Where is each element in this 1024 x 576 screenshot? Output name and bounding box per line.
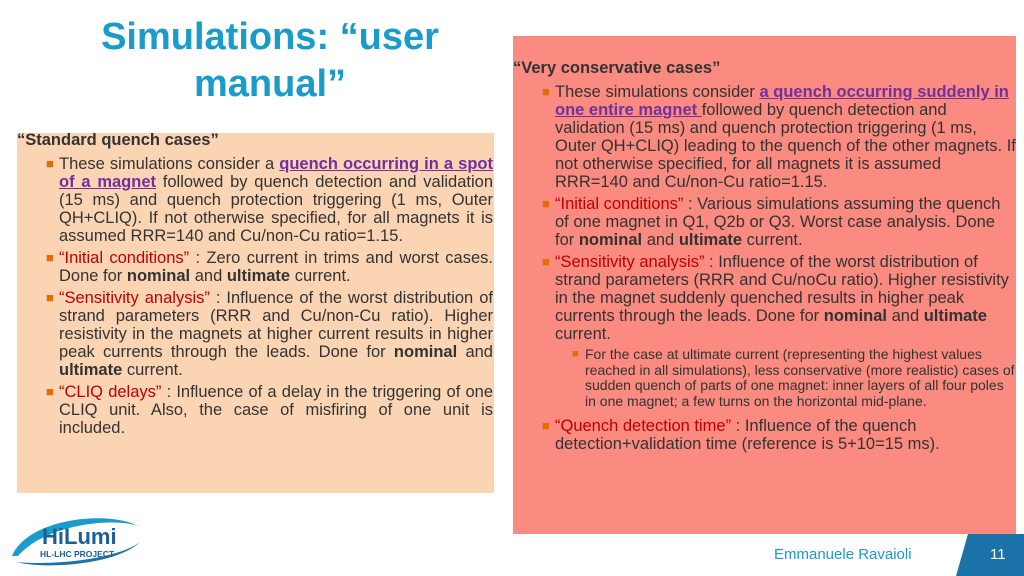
conservative-cases-heading: “Very conservative cases” <box>513 59 721 77</box>
slide-title-line2: manual” <box>193 63 347 105</box>
footer-author: Emmanuele Ravaioli <box>774 546 912 563</box>
quench-magnet-link[interactable]: a quench occurring suddenly in one entire magnet <box>555 83 1009 119</box>
bullet-icon: ■ <box>572 348 579 360</box>
bullet-icon: ■ <box>46 156 54 171</box>
hilumi-logo <box>8 512 143 570</box>
quench-spot-link[interactable]: quench occurring in a spot of a magnet <box>59 155 493 191</box>
conservative-sensitivity-analysis: ■ “Sensitivity analysis” : Influence of the worst distribution of strand parameters (RRR and Cu/noCu ratio). Higher resistivity in the magnet suddenly quenched results in higher peak currents through the leads. Done for nominal and ultimate current. <box>542 253 1009 343</box>
bullet-icon: ■ <box>542 254 550 269</box>
conservative-initial-conditions: ■ “Initial conditions” : Various simulations assuming the quench of one magnet in Q1, Q2b or Q3. Worst case analysis. Done for nominal and ultimate current. <box>542 195 1001 249</box>
bullet-icon: ■ <box>542 196 550 211</box>
bullet-icon: ■ <box>46 290 54 305</box>
ultimate-current-subpoint: ■ For the case at ultimate current (representing the highest values reached in all simulations), less conservative (more realistic) cases of sudden quench of parts of one magnet: inner layers of all four poles in one magnet; a few turns on the horizontal mid-plane. <box>572 346 1015 409</box>
standard-cases-body <box>45 155 493 441</box>
slide-title <box>40 14 500 108</box>
slide-number: 11 <box>990 546 1006 563</box>
slide-tab-corner <box>956 534 968 576</box>
logo-sub-text: HL-LHC PROJECT <box>40 549 115 559</box>
bullet-icon: ■ <box>542 418 550 433</box>
conservative-cases-body <box>541 83 1016 457</box>
standard-cases-intro: ■ These simulations consider a quench occurring in a spot of a magnet followed by quench detection and validation (15 ms) and quench protection triggering (1 ms, Outer QH+CLIQ). If not otherwise specified, for all magnets it is assumed RRR=140 and Cu/non-Cu ratio=1.15. <box>46 155 493 245</box>
standard-cases-heading: “Standard quench cases” <box>17 131 219 149</box>
conservative-cases-intro: ■ These simulations consider a quench occurring suddenly in one entire magnet followed by quench detection and validation (15 ms) and quench protection triggering (1 ms, Outer QH+CLIQ) leading to the quench of the other magnets. If not otherwise specified, for all magnets it is assumed RRR=140 and Cu/non-Cu ratio=1.15. <box>542 83 1016 191</box>
standard-sensitivity-analysis: ■ “Sensitivity analysis” : Influence of the worst distribution of strand parameters (RRR and Cu/non-Cu ratio). Higher resistivity in the magnets at higher current results in higher peak currents through the leads. Done for nominal and ultimate current. <box>46 289 493 379</box>
slide-title-line1: Simulations: “user <box>101 16 439 58</box>
bullet-icon: ■ <box>542 84 550 99</box>
logo-main-text: HiLumi <box>42 524 117 549</box>
standard-initial-conditions: ■ “Initial conditions” : Zero current in trims and worst cases. Done for nominal and ultimate current. <box>46 249 493 285</box>
standard-cliq-delays: ■ “CLIQ delays” : Influence of a delay in the triggering of one CLIQ unit. Also, the case of misfiring of one unit is included. <box>46 383 494 437</box>
conservative-quench-detection-time: ■ “Quench detection time” : Influence of the quench detection+validation time (reference is 5+10=15 ms). <box>542 417 940 453</box>
bullet-icon: ■ <box>46 384 54 399</box>
bullet-icon: ■ <box>46 250 54 265</box>
